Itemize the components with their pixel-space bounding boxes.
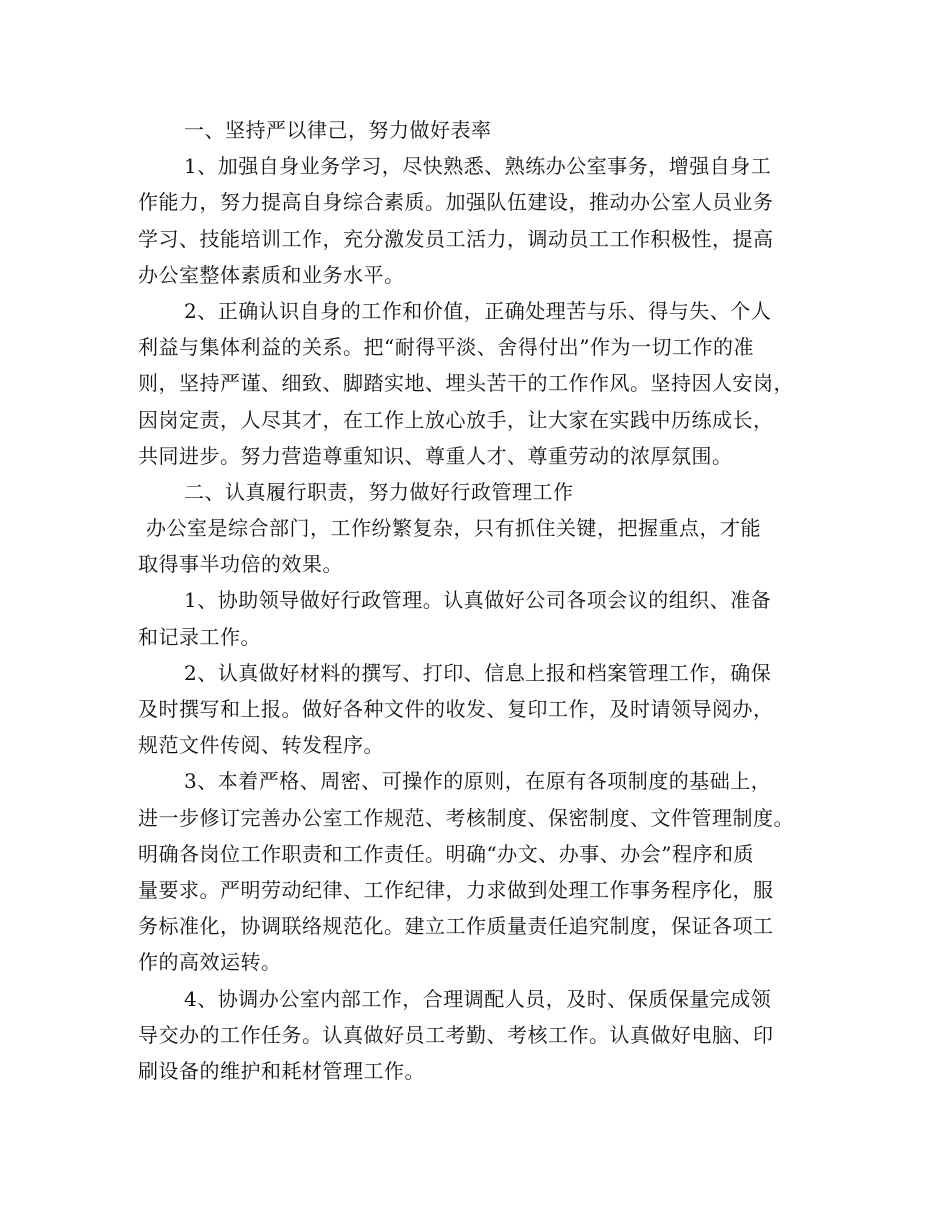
paragraph-line: 利益与集体利益的关系。把“耐得平淡、舍得付出”作为一切工作的准 bbox=[138, 335, 754, 360]
paragraph-line: 1、加强自身业务学习，尽快熟悉、熟练办公室事务，增强自身工 bbox=[184, 154, 772, 179]
paragraph-line: 及时撰写和上报。做好各种文件的收发、复印工作，及时请领导阅办， bbox=[138, 697, 774, 721]
paragraph-line: 和记录工作。 bbox=[138, 624, 261, 649]
paragraph-line: 务标准化，协调联络规范化。建立工作质量责任追究制度，保证各项工 bbox=[138, 914, 774, 939]
paragraph-line: 作能力，努力提高自身综合素质。加强队伍建设，推动办公室人员业务 bbox=[138, 190, 774, 215]
paragraph-line: 2、正确认识自身的工作和价值，正确处理苦与乐、得与失、个人 bbox=[184, 298, 772, 323]
paragraph-line: 取得事半功倍的效果。 bbox=[138, 552, 343, 577]
paragraph-line: 学习、技能培训工作，充分激发员工活力，调动员工工作积极性，提高 bbox=[138, 226, 774, 251]
paragraph-line: 4、协调办公室内部工作，合理调配人员，及时、保质保量完成领 bbox=[184, 986, 772, 1011]
paragraph-line: 量要求。严明劳动纪律、工作纪律，力求做到处理工作事务程序化，服 bbox=[138, 877, 774, 902]
paragraph-line: 3、本着严格、周密、可操作的原则，在原有各项制度的基础上， bbox=[184, 769, 772, 794]
paragraph-line: 进一步修订完善办公室工作规范、考核制度、保密制度、文件管理制度。 bbox=[138, 805, 794, 830]
paragraph-line: 1、协助领导做好行政管理。认真做好公司各项会议的组织、准备 bbox=[184, 588, 772, 613]
paragraph-line: 办公室整体素质和业务水平。 bbox=[138, 262, 405, 287]
paragraph-line: 刷设备的维护和耗材管理工作。 bbox=[138, 1058, 425, 1083]
paragraph-line: 办公室是综合部门，工作纷繁复杂，只有抓住关键，把握重点，才能 bbox=[146, 516, 761, 541]
paragraph-line: 因岗定责，人尽其才，在工作上放心放手，让大家在实践中历练成长， bbox=[138, 407, 774, 432]
paragraph-line: 规范文件传阅、转发程序。 bbox=[138, 733, 384, 758]
paragraph-line: 共同进步。努力营造尊重知识、尊重人才、尊重劳动的浓厚氛围。 bbox=[138, 443, 733, 468]
paragraph-line: 明确各岗位工作职责和工作责任。明确“办文、办事、办会”程序和质 bbox=[138, 841, 754, 866]
section-heading-1: 一、坚持严以律己，努力做好表率 bbox=[184, 118, 492, 142]
section-heading-2: 二、认真履行职责，努力做好行政管理工作 bbox=[184, 479, 574, 504]
paragraph-line: 则，坚持严谨、细致、脚踏实地、埋头苦干的工作作风。坚持因人安岗， bbox=[138, 371, 794, 396]
document-body bbox=[138, 112, 818, 1089]
paragraph-line: 导交办的工作任务。认真做好员工考勤、考核工作。认真做好电脑、印 bbox=[138, 1022, 774, 1047]
paragraph-line: 2、认真做好材料的撰写、打印、信息上报和档案管理工作，确保 bbox=[184, 660, 772, 685]
paragraph-line: 作的高效运转。 bbox=[138, 950, 282, 975]
